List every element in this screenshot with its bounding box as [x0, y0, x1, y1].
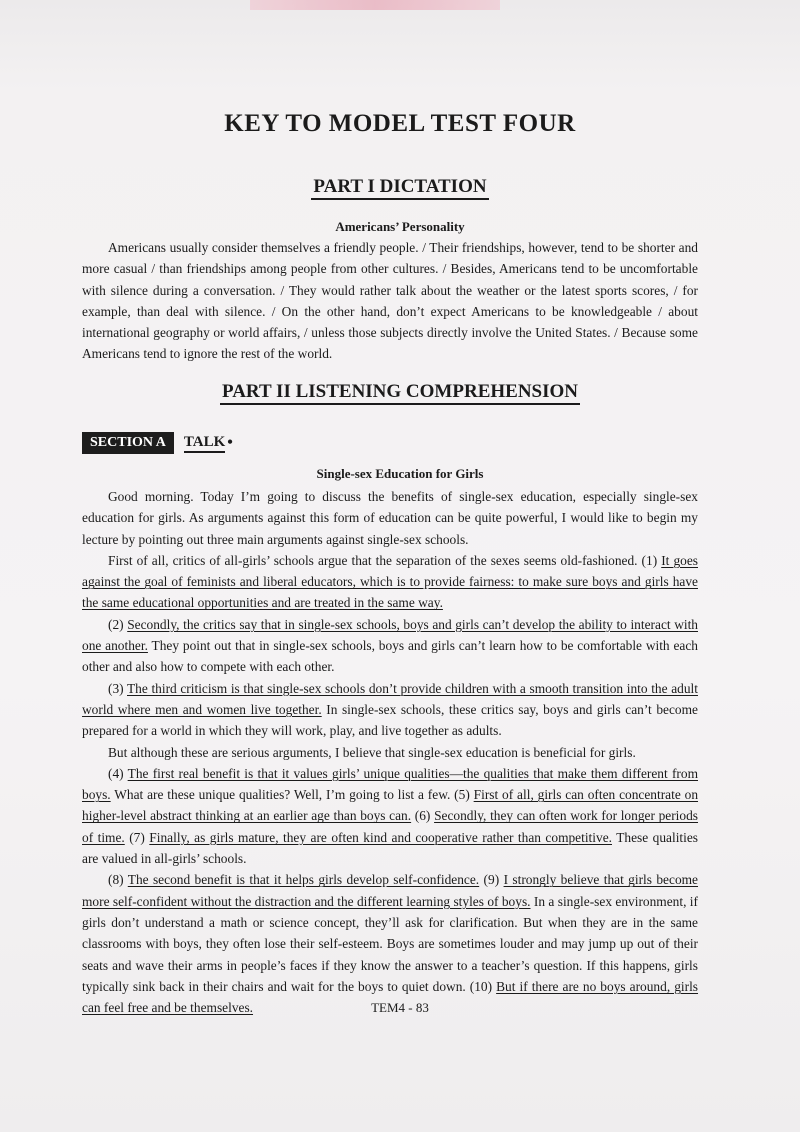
section-name: TALK	[184, 434, 225, 453]
answer-1: It goes against the goal of feminists and liberal educators, which is to provide fairness: to make sure boys and girls have the same educational opportunities and are treated in the same way.	[82, 552, 698, 611]
talk-paragraph-3	[82, 614, 698, 678]
talk-paragraph-2	[82, 550, 698, 614]
p3-text: They point out that in single-sex schools, boys and girls can’t learn how to be comfortable with each other and also how to compete with each other.	[82, 638, 698, 675]
page-footer: TEM4 - 83	[371, 1000, 429, 1015]
dictation-paragraph	[82, 237, 698, 365]
p4-num: (3)	[108, 680, 127, 696]
section-a-bar	[82, 432, 233, 454]
answer-4: The first real benefit is that it values girls’ unique qualities—the qualities that make them different from boys.	[82, 765, 698, 803]
section-label: SECTION A	[82, 432, 174, 454]
section-bullet: •	[227, 434, 233, 451]
p6-text-3: (7)	[124, 829, 150, 845]
part2-heading	[0, 381, 800, 403]
p6-text-2: (6)	[411, 808, 435, 824]
answer-7: Finally, as girls mature, they are often kind and cooperative rather than competitive.	[149, 829, 612, 845]
p7-text-1: (9)	[479, 872, 504, 888]
talk-body	[82, 486, 698, 1018]
p6-text-4: These qualities are valued in all-girls’ schools.	[82, 829, 699, 867]
answer-9: I strongly believe that girls become more self-confident without the distraction and the different learning styles of boys.	[82, 872, 699, 909]
part1-heading	[0, 176, 800, 198]
talk-paragraph-6	[82, 763, 698, 869]
answer-8: The second benefit is that it helps girls develop self-confidence.	[127, 872, 480, 888]
p6-num: (4)	[108, 765, 128, 781]
part2-heading-text: PART II LISTENING COMPREHENSION	[220, 381, 580, 405]
talk-paragraph-4	[82, 678, 698, 742]
p4-text: In single-sex schools, these critics say, boys and girls can’t become prepared for a world in which they will work, play, and live together as adults.	[82, 701, 698, 739]
p6-text-1: What are these unique qualities? Well, I’m going to list a few. (5)	[110, 787, 474, 803]
answer-6: Secondly, they can often work for longer periods of time.	[82, 808, 699, 845]
p7-num: (8)	[108, 872, 128, 888]
answer-5: First of all, girls can often concentrate on higher-level abstract thinking at an earlier age than boys can.	[82, 787, 699, 824]
p7-text-2: In a single-sex environment, if girls don’t understand a math or science concept, they’ll ask for clarification. But when they are in the same classrooms with boys, they often lose their self-esteem. Boys are sometimes louder and may jump up out of their seats and wave their arms in people’s faces if they know the answer to a teacher’s question. If this happens, girls typically sink back in their chairs and wait for the boys to quiet down. (10)	[82, 893, 698, 994]
p2-text: First of all, critics of all-girls’ schools argue that the separation of the sexes seems old-fashioned. (1)	[108, 552, 662, 568]
talk-subtitle: Single-sex Education for Girls	[316, 466, 484, 481]
part1-heading-text: PART I DICTATION	[311, 176, 488, 200]
talk-paragraph-1: Good morning. Today I’m going to discuss the benefits of single-sex education, especially single-sex education for girls. As arguments against this form of education can be quite powerful, I would like to begin my lecture by pointing out three main arguments against single-sex schools.	[82, 489, 698, 547]
binding-strip	[250, 0, 500, 10]
answer-3: The third criticism is that single-sex schools don’t provide children with a smooth transition into the adult world where men and women live together.	[82, 680, 698, 717]
answer-2: Secondly, the critics say that in single-sex schools, boys and girls can’t develop the ability to interact with one another.	[82, 616, 698, 654]
p3-num: (2)	[108, 616, 128, 632]
dictation-text: Americans usually consider themselves a friendly people. / Their friendships, however, tend to be shorter and more casual / than friendships among people from other cultures. / Besides, Americans tend to be uncomfortable with silence during a conversation. / They would rather talk about the weather or the latest sports scores, / for example, than deal with silence. / On the other hand, don’t expect Americans to be knowledgeable / about international geography or world affairs, / unless those subjects directly involve the United States. / Because some Americans tend to ignore the rest of the world.	[82, 240, 698, 362]
dictation-subtitle: Americans’ Personality	[335, 219, 465, 234]
talk-paragraph-5: But although these are serious arguments, I believe that single-sex education is beneficial for girls.	[108, 744, 636, 760]
page-title: KEY TO MODEL TEST FOUR	[224, 110, 576, 137]
talk-paragraph-7	[82, 869, 698, 1018]
answer-10: But if there are no boys around, girls can feel free and be themselves.	[82, 978, 699, 1016]
